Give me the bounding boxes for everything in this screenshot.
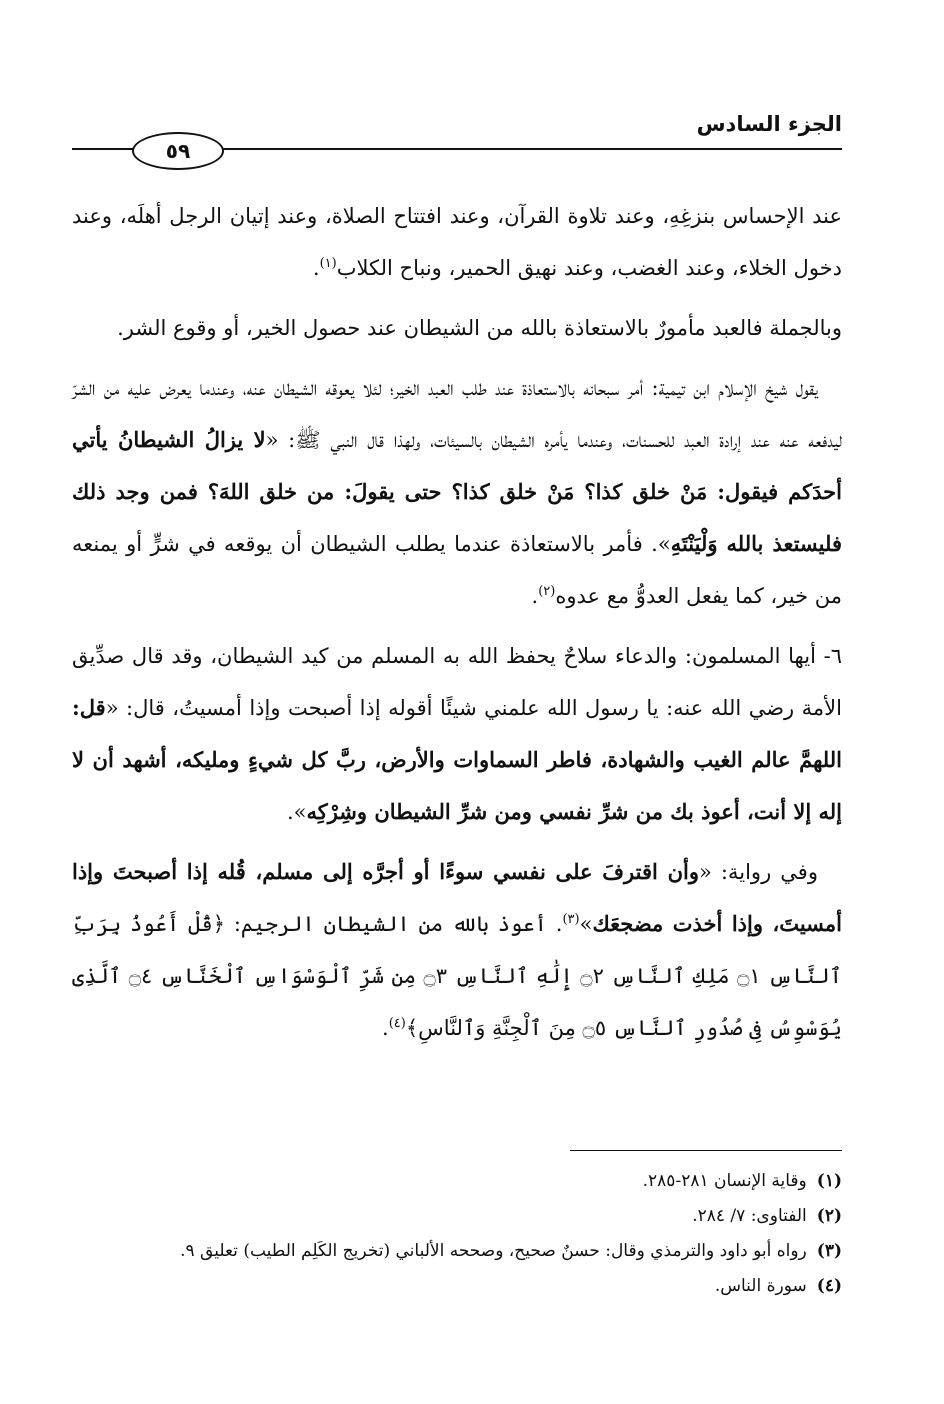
running-title: الجزء السادس bbox=[696, 112, 842, 136]
footnote-2 bbox=[72, 1199, 842, 1234]
paragraph-3-text: يقول شيخ الإسلام ابن تيمية: أمر سبحانه بالاستعاذة عند طلب العبد الخير؛ لئلا يعوقه الشيطان عنه، وعندما يعرض عليه من الشرّ ليدفعه عنه عند إرادة العبد للحسنات، وعندما يأمره الشيطان بالسيئات، ولهذا قال النبي ﷺ: « bbox=[72, 376, 842, 452]
paragraph-4-text: ٦- أيها المسلمون: والدعاء سلاحٌ يحفظ الله به المسلم من كيد الشيطان، وقد قال صدِّيق الأمة رضي الله عنه: يا رسول الله علمني شيئًا أقوله إذا أصبحت وإذا أمسيتُ، قال: « bbox=[72, 644, 842, 720]
footnote-1 bbox=[72, 1164, 842, 1199]
footnote-ref-2: (٢) bbox=[538, 584, 556, 599]
footnote-number: (١) bbox=[816, 1171, 842, 1191]
paragraph-3-end: . bbox=[531, 584, 539, 608]
footnote-number: (٣) bbox=[816, 1241, 842, 1261]
footnote-ref-4: (٤) bbox=[388, 1016, 406, 1031]
paragraph-1-end: . bbox=[312, 256, 320, 280]
hadith-text-1: لا يزالُ الشيطانُ يأتي أحدَكم فيقول: مَنْ خلق كذا؟ مَنْ خلق كذا؟ حتى يقولَ: من خلق اللهَ؟ فمن وجد ذلك فليستعذ بالله وَلْيَنْتَهِ bbox=[72, 427, 842, 556]
paragraph-5-continuation: . أعوذ بالله من الشيطان الرجيم: ﴿ bbox=[212, 912, 563, 936]
footnote-3 bbox=[72, 1234, 842, 1269]
paragraph-5-text: وفي رواية: « bbox=[698, 860, 818, 884]
footnote-number: (٤) bbox=[816, 1276, 842, 1296]
paragraph-2-text: وبالجملة فالعبد مأمورٌ بالاستعاذة بالله من الشيطان عند حصول الخير، أو وقوع الشر. bbox=[117, 316, 842, 340]
footnote-ref-1: (١) bbox=[319, 256, 337, 271]
paragraph-1-text: عند الإحساس بنزغِهِ، وعند تلاوة القرآن، وعند افتتاح الصلاة، وعند إتيان الرجل أهلَه، وعند دخول الخلاء، وعند الغضب، وعند نهيق الحمير، ونباح الكلاب bbox=[72, 204, 842, 280]
paragraph-3 bbox=[72, 362, 842, 622]
footnote-text: وقاية الإنسان ٢٨١-٢٨٥. bbox=[642, 1171, 807, 1191]
quran-bracket-close: ﴾ bbox=[405, 1016, 419, 1040]
paragraph-5 bbox=[72, 846, 842, 1054]
footnote-separator bbox=[570, 1150, 842, 1151]
paragraph-2 bbox=[72, 302, 842, 354]
footnote-text: سورة الناس. bbox=[714, 1276, 807, 1296]
footnote-number: (٢) bbox=[816, 1206, 842, 1226]
quran-verse: قُلْ أَعُوذُ بِرَبِّ ٱلنَّاسِ ۝١ مَلِكِ ٱلنَّاسِ ۝٢ إِلَٰهِ ٱلنَّاسِ ۝٣ مِن شَرِّ ٱلْوَسْوَاسِ ٱلْخَنَّاسِ ۝٤ ٱلَّذِى يُوَسْوِسُ فِى صُدُورِ ٱلنَّاسِ ۝٥ مِنَ ٱلْجِنَّةِ وَٱلنَّاسِ bbox=[72, 912, 842, 1040]
paragraph-4 bbox=[72, 630, 842, 838]
paragraph-5-quote-close: » bbox=[579, 912, 593, 936]
paragraph-1 bbox=[72, 190, 842, 294]
paragraph-3-continuation: ». فأمر بالاستعاذة عندما يطلب الشيطان أن يوقعه في شرٍّ أو يمنعه من خير، كما يفعل العدوُّ مع عدوه bbox=[72, 532, 842, 608]
footnote-4 bbox=[72, 1269, 842, 1304]
paragraph-5-end: . bbox=[382, 1016, 389, 1040]
footnote-text: الفتاوى: ٧/ ٢٨٤. bbox=[692, 1206, 807, 1226]
page-header bbox=[72, 112, 842, 162]
footnotes bbox=[72, 1164, 842, 1304]
page-number: ٥٩ bbox=[132, 132, 224, 170]
paragraph-4-end: ». bbox=[286, 800, 307, 824]
hadith-text-2: قل: اللهمَّ عالم الغيب والشهادة، فاطر السماوات والأرض، ربَّ كل شيءٍ ومليكه، أشهد أن لا إله إلا أنت، أعوذ بك من شرِّ نفسي ومن شرِّ الشيطان وشِرْكِه bbox=[72, 695, 842, 824]
footnote-text: رواه أبو داود والترمذي وقال: حسنٌ صحيح، وصححه الألباني (تخريج الكَلِم الطيب) تعليق ٩. bbox=[180, 1241, 807, 1261]
body-text bbox=[72, 190, 842, 1062]
hadith-text-3: وأن اقترفَ على نفسي سوءًا أو أجرَّه إلى مسلم، قُله إذا أصبحتَ وإذا أمسيتَ، وإذا أخذت مضجعَك bbox=[72, 859, 842, 936]
footnote-ref-3: (٣) bbox=[562, 912, 580, 927]
